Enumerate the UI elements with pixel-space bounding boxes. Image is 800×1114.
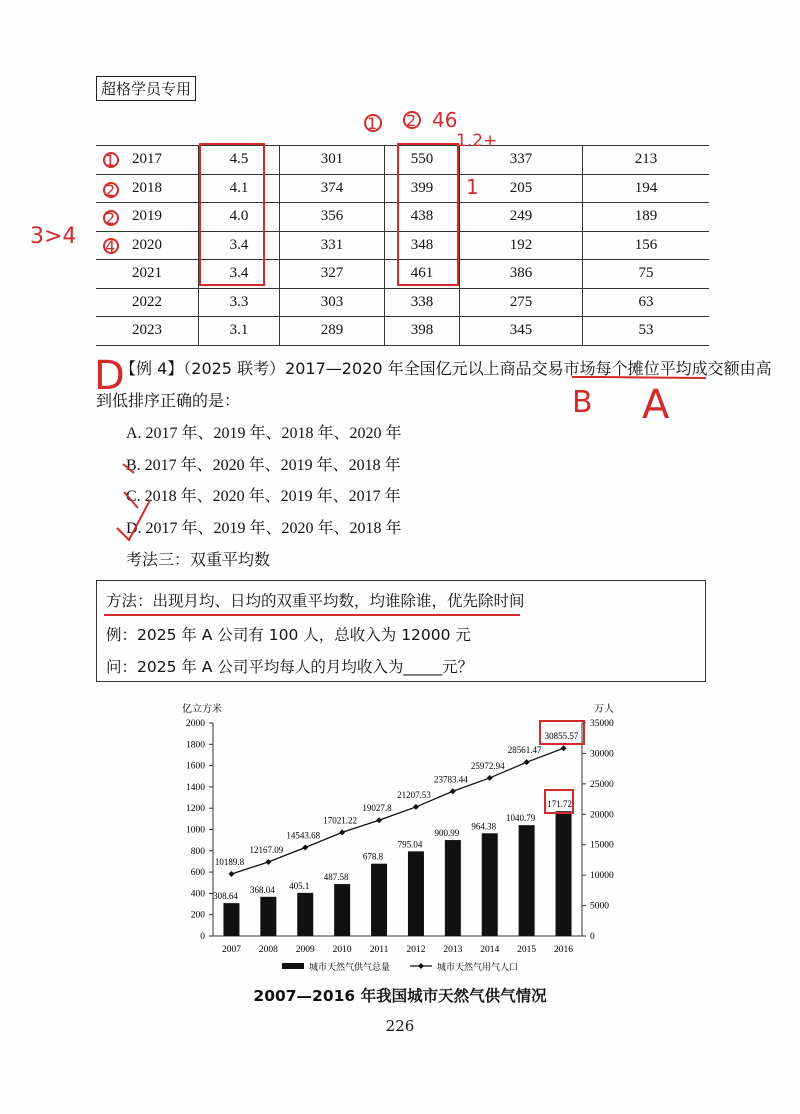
- bar-value-label: 795.04: [397, 839, 423, 850]
- line-point: [265, 859, 271, 865]
- table-cell-c2: 303: [280, 288, 385, 317]
- side-mark: 3>4: [30, 224, 77, 249]
- line-value-label: 30855.57: [544, 731, 579, 742]
- table-cell-c3: 461: [385, 260, 460, 289]
- bar-gas-supply: [260, 897, 276, 936]
- left-tick-label: 600: [190, 868, 205, 879]
- top-mark-1: 1: [367, 114, 378, 133]
- table-cell-year: 2020: [96, 231, 199, 260]
- left-tick-label: 1200: [186, 804, 205, 815]
- line-point: [524, 759, 530, 765]
- legend-line-marker: [418, 963, 424, 969]
- table-cell-c5: 63: [583, 288, 710, 317]
- student-only-tag: 超格学员专用: [96, 76, 196, 101]
- bar-gas-supply: [445, 840, 461, 936]
- answer-letter: D: [94, 353, 125, 399]
- line-gas-population: [231, 748, 563, 874]
- bar-gas-supply: [556, 811, 572, 936]
- bar-value-label: 487.58: [323, 872, 349, 883]
- table-cell-year: 2019: [96, 203, 199, 232]
- bar-value-label: 678.8: [362, 851, 384, 862]
- question-line-2: 到低排序正确的是：: [96, 391, 241, 410]
- x-tick-label: 2015: [517, 945, 537, 955]
- table-cell-c3: 338: [385, 288, 460, 317]
- line-value-label: 14543.68: [286, 830, 321, 841]
- top-mark-46: 46: [432, 108, 458, 132]
- line-point: [450, 788, 456, 794]
- bar-gas-supply: [297, 893, 313, 936]
- left-tick-label: 1800: [186, 740, 205, 751]
- x-tick-label: 2007: [221, 945, 241, 955]
- line-value-label: 28561.47: [507, 745, 542, 756]
- line-value-label: 25972.94: [470, 760, 505, 771]
- table-cell-c1: 3.3: [199, 288, 280, 317]
- x-tick-label: 2009: [295, 945, 315, 955]
- table-cell-year: 2022: [96, 288, 199, 317]
- method-line-2: 例：2025 年 A 公司有 100 人，总收入为 12000 元: [106, 626, 471, 644]
- right-tick-label: 35000: [590, 719, 614, 729]
- table-cell-year: 2023: [96, 317, 199, 346]
- table-cell-c4: 249: [460, 203, 583, 232]
- table-cell-year: 2017: [96, 146, 199, 175]
- table-cell-c3: 550: [385, 146, 460, 175]
- x-tick-label: 2013: [443, 945, 463, 955]
- x-tick-label: 2010: [332, 945, 352, 955]
- method-heading: 考法三：双重平均数: [126, 550, 271, 569]
- table-cell-c4: 337: [460, 146, 583, 175]
- line-value-label: 10189.8: [214, 856, 245, 867]
- line-point: [339, 829, 345, 835]
- left-tick-label: 2000: [186, 719, 205, 729]
- bar-gas-supply: [408, 851, 424, 936]
- letter-a: A: [642, 382, 670, 428]
- table-cell-c2: 356: [280, 203, 385, 232]
- table-cell-c5: 75: [583, 260, 710, 289]
- x-tick-label: 2014: [480, 945, 500, 955]
- table-cell-c4: 345: [460, 317, 583, 346]
- table-cell-c3: 348: [385, 231, 460, 260]
- left-unit-label: 亿立方米: [182, 704, 222, 715]
- page-number: 226: [385, 1017, 415, 1035]
- left-tick-label: 400: [190, 889, 205, 900]
- bar-value-label: 308.64: [213, 891, 238, 902]
- bar-value-label: 405.1: [289, 880, 310, 891]
- table-cell-c3: 398: [385, 317, 460, 346]
- x-tick-label: 2012: [406, 945, 426, 955]
- line-point: [228, 871, 234, 877]
- line-point: [302, 844, 308, 850]
- circled-mark-4: 4: [105, 237, 116, 256]
- right-tick-label: 20000: [590, 810, 614, 821]
- circled-mark-1: 1: [105, 151, 116, 170]
- table-cell-c5: 156: [583, 231, 710, 260]
- right-tick-label: 15000: [590, 840, 614, 851]
- legend-bar-swatch: [282, 963, 304, 969]
- line-point: [413, 804, 419, 810]
- line-value-label: 23783.44: [433, 774, 468, 785]
- x-tick-label: 2008: [258, 945, 278, 955]
- bar-value-label: 1171.72: [543, 799, 573, 810]
- line-value-label: 19027.8: [362, 803, 392, 814]
- bar-value-label: 1040.79: [506, 813, 536, 824]
- option-c[interactable]: C. 2018 年、2020 年、2019 年、2017 年: [126, 488, 401, 505]
- table-cell-c4: 192: [460, 231, 583, 260]
- left-tick-label: 1400: [186, 782, 205, 793]
- left-tick-label: 1000: [186, 825, 205, 836]
- circled-mark-2: 2: [105, 181, 116, 200]
- table-cell-c4: 205: [460, 174, 583, 203]
- table-cell-c2: 289: [280, 317, 385, 346]
- left-tick-label: 200: [190, 910, 205, 921]
- right-tick-label: 10000: [590, 871, 614, 882]
- bar-gas-supply: [482, 833, 498, 936]
- table-cell-c1: 4.1: [199, 174, 280, 203]
- right-tick-label: 25000: [590, 779, 614, 790]
- mark-one: 1: [466, 175, 479, 199]
- bar-gas-supply: [334, 884, 350, 936]
- table-cell-c2: 301: [280, 146, 385, 175]
- line-value-label: 21207.53: [397, 789, 431, 800]
- table-cell-c1: 4.5: [199, 146, 280, 175]
- line-value-label: 17021.22: [323, 815, 358, 826]
- legend-line-label: 城市天然气用气人口: [437, 963, 519, 973]
- right-tick-label: 30000: [590, 749, 614, 760]
- method-line-3: 问：2025 年 A 公司平均每人的月均收入为_____元？: [106, 658, 474, 676]
- table-cell-c1: 3.4: [199, 231, 280, 260]
- x-tick-label: 2016: [554, 945, 574, 955]
- table-cell-year: 2018: [96, 174, 199, 203]
- line-value-label: 12167.09: [249, 844, 284, 855]
- letter-b: B: [572, 385, 593, 420]
- right-tick-label: 5000: [590, 901, 609, 912]
- table-cell-c5: 194: [583, 174, 710, 203]
- top-mark-2: 2: [406, 111, 417, 130]
- right-tick-label: 0: [590, 932, 595, 942]
- circled-mark-3: 2: [105, 209, 116, 228]
- bar-value-label: 368.04: [249, 884, 275, 895]
- line-point: [376, 817, 382, 823]
- method-line-1: 方法：出现月均、日均的双重平均数，均谁除谁，优先除时间: [106, 592, 525, 610]
- table-cell-c5: 189: [583, 203, 710, 232]
- left-tick-label: 800: [190, 846, 205, 857]
- table-cell-c4: 386: [460, 260, 583, 289]
- table-cell-c3: 399: [385, 174, 460, 203]
- option-d[interactable]: D. 2017 年、2019 年、2020 年、2018 年: [126, 520, 402, 537]
- right-unit-label: 万人: [594, 704, 614, 715]
- left-tick-label: 0: [200, 932, 205, 942]
- bar-value-label: 900.99: [434, 828, 460, 839]
- table-cell-c4: 275: [460, 288, 583, 317]
- question-line-1: 【例 4】（2025 联考）2017—2020 年全国亿元以上商品交易市场每个摊位平均成交额由高: [120, 359, 772, 378]
- line-point: [561, 745, 567, 751]
- table-cell-c2: 331: [280, 231, 385, 260]
- chart-title: 2007—2016 年我国城市天然气供气情况: [253, 987, 547, 1005]
- table-cell-c5: 213: [583, 146, 710, 175]
- bar-value-label: 964.38: [471, 821, 497, 832]
- left-tick-label: 1600: [186, 761, 205, 772]
- line-point: [487, 775, 493, 781]
- legend-bar-label: 城市天然气供气总量: [309, 963, 391, 973]
- table-cell-c1: 3.4: [199, 260, 280, 289]
- table-cell-c1: 3.1: [199, 317, 280, 346]
- x-tick-label: 2011: [369, 945, 389, 955]
- option-a[interactable]: A. 2017 年、2019 年、2018 年、2020 年: [126, 425, 402, 442]
- table-cell-c3: 438: [385, 203, 460, 232]
- bar-gas-supply: [223, 903, 239, 936]
- table-cell-c5: 53: [583, 317, 710, 346]
- table-cell-year: 2021: [96, 260, 199, 289]
- table-cell-c1: 4.0: [199, 203, 280, 232]
- option-b[interactable]: B. 2017 年、2020 年、2019 年、2018 年: [126, 457, 401, 474]
- bar-gas-supply: [371, 864, 387, 936]
- table-cell-c2: 327: [280, 260, 385, 289]
- table-cell-c2: 374: [280, 174, 385, 203]
- bar-gas-supply: [519, 825, 535, 936]
- top-mark-1-2: 1.2+: [456, 131, 498, 151]
